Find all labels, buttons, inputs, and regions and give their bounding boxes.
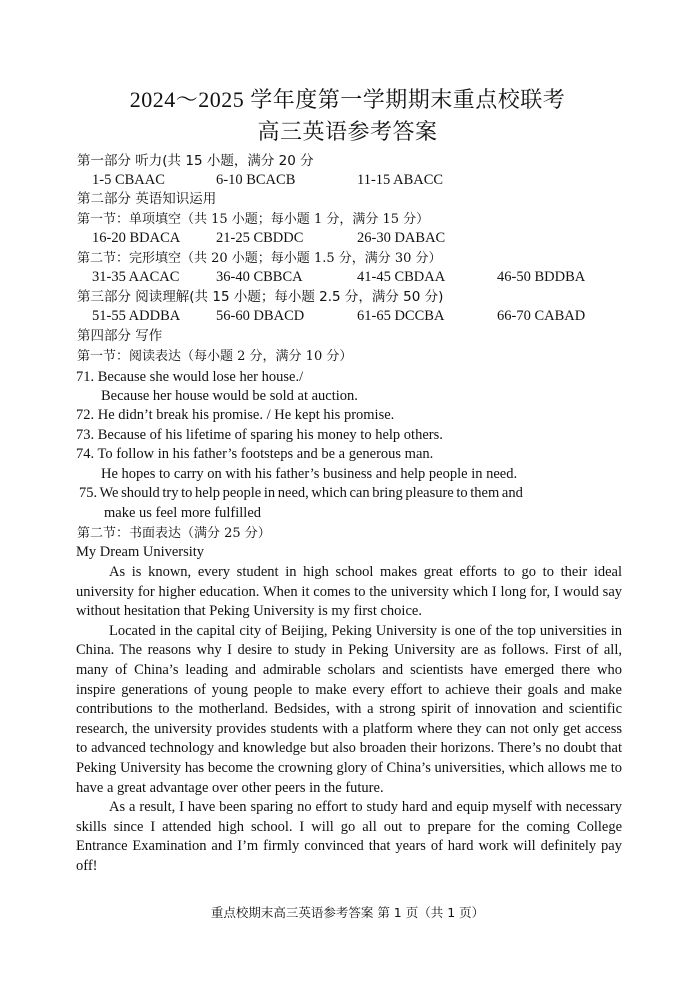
part3-answer-1: 51-55 ADDBA (92, 308, 181, 324)
part3-answer-2: 56-60 DBACD (216, 308, 305, 324)
part3-answer-4: 66-70 CABAD (497, 308, 586, 324)
answer-75-line2: make us feel more fulfilled (104, 505, 262, 521)
answer-71-line1: 71. Because she would lose her house./ (76, 369, 304, 385)
answer-71-line2: Because her house would be sold at auction. (101, 388, 358, 404)
part1-answer-2: 6-10 BCACB (216, 172, 296, 188)
part4-section1-heading: 第一节：阅读表达（每小题 2 分，满分 10 分） (77, 349, 353, 364)
answer-75-line1: 75. We should try to help people in need, which can bring pleasure to them and (79, 485, 523, 501)
part2-section2-answer-4: 46-50 BDDBA (497, 269, 586, 285)
part2-section1-heading: 第一节：单项填空（共 15 小题；每小题 1 分，满分 15 分） (77, 212, 430, 227)
part2-section2-answer-2: 36-40 CBBCA (216, 269, 303, 285)
document-title: 2024～2025 学年度第一学期期末重点校联考 (129, 87, 566, 112)
part2-section2-answer-3: 41-45 CBDAA (357, 269, 446, 285)
essay-body (76, 563, 622, 877)
part2-heading: 第二部分 英语知识运用 (77, 191, 217, 207)
part2-section1-answer-1: 16-20 BDACA (92, 230, 181, 246)
part2-section2-heading: 第二节：完形填空（共 20 小题；每小题 1.5 分，满分 30 分） (77, 251, 442, 266)
part1-answer-1: 1-5 CBAAC (92, 172, 165, 188)
essay-paragraph: As a result, I have been sparing no effort to study hard and equip myself with necessary skills since I attended high school. I will go all out to prepare for the coming College Entrance Examination and I’m firmly convinced that years of hard work will definitely pay off! (76, 799, 622, 874)
essay-title: My Dream University (76, 544, 205, 560)
part4-section2-heading: 第二节：书面表达（满分 25 分） (77, 526, 271, 541)
part1-heading: 第一部分 听力(共 15 小题，满分 20 分 (77, 153, 314, 169)
part2-section2-answer-1: 31-35 AACAC (92, 269, 180, 285)
answer-72: 72. He didn’t break his promise. / He kept his promise. (76, 407, 395, 423)
part4-heading: 第四部分 写作 (77, 328, 163, 344)
essay-paragraph: As is known, every student in high school makes great efforts to go to their ideal university for higher education. When it comes to the university which I long for, I would say without hesitation that Peking University is my first choice. (76, 564, 622, 620)
document-subtitle: 高三英语参考答案 (257, 119, 438, 144)
part3-heading: 第三部分 阅读理解(共 15 小题；每小题 2.5 分，满分 50 分) (77, 289, 444, 305)
part2-section1-answer-3: 26-30 DABAC (357, 230, 446, 246)
part1-answer-3: 11-15 ABACC (357, 172, 444, 188)
page-footer: 重点校期末高三英语参考答案 第 1 页（共 1 页） (210, 905, 485, 920)
essay-paragraph: Located in the capital city of Beijing, Peking University is one of the top universities in China. The reasons why I desire to study in Peking University are as follows. First of all, many of China’s leading and admirable scholars and scientists have emerged there who inspire generations of young people to make every effort to achieve their goals and make contributions to the motherland. Bedsides, with a strong spirit of innovation and scientific research, the university provides students with a platform where they can not only get access to advanced technology and knowledge but also broaden their horizons. There’s no doubt that Peking University has become the crowning glory of China’s universities, which allows me to have a great advantage over other peers in the future. (76, 622, 622, 796)
answer-73: 73. Because of his lifetime of sparing his money to help others. (76, 427, 443, 443)
part2-section1-answer-2: 21-25 CBDDC (216, 230, 304, 246)
answer-74-line1: 74. To follow in his father’s footsteps and be a generous man. (76, 446, 434, 462)
answer-74-line2: He hopes to carry on with his father’s business and help people in need. (101, 466, 518, 482)
part3-answer-3: 61-65 DCCBA (357, 308, 445, 324)
